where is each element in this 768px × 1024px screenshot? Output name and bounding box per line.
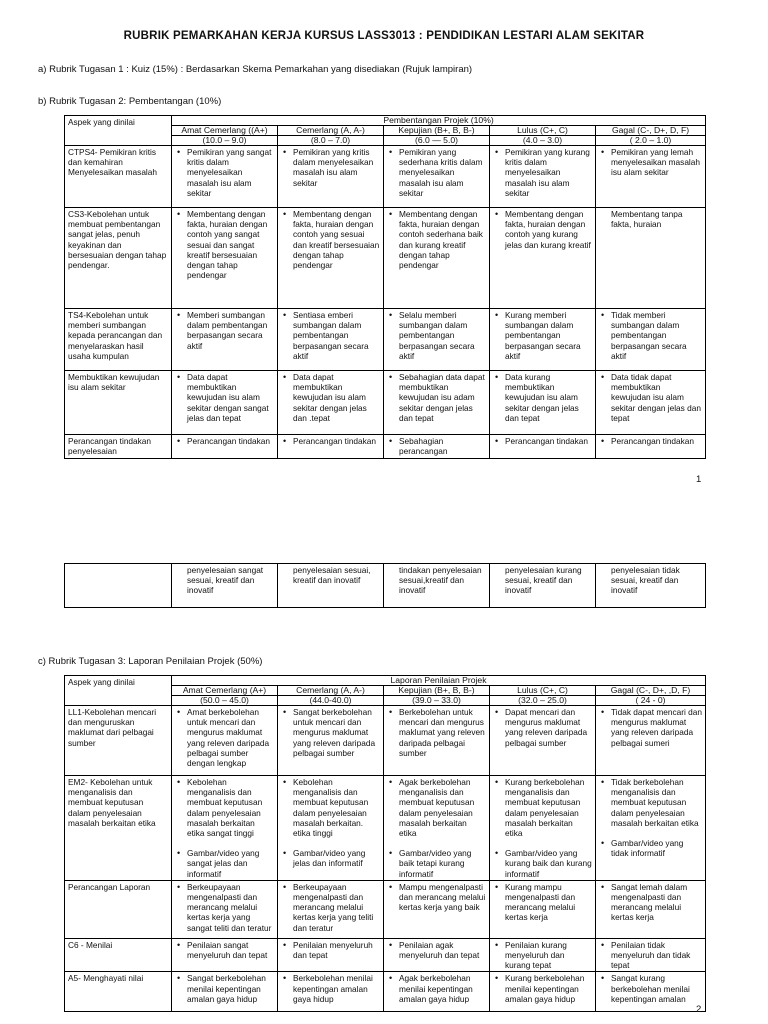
aspek-cell-continued <box>65 564 172 608</box>
criteria-cell <box>384 776 490 881</box>
aspek-cell: Perancangan tindakan penyelesaian <box>65 435 172 459</box>
criteria-cell <box>490 371 596 435</box>
criteria-cell <box>384 880 490 938</box>
criteria-cell <box>384 938 490 972</box>
criteria-cell <box>384 208 490 309</box>
criteria-cell <box>278 146 384 208</box>
criteria-item: • Perancangan tindakan <box>505 436 592 446</box>
criteria-cell <box>596 880 706 938</box>
criteria-list <box>599 209 702 229</box>
criteria-cell <box>172 880 278 938</box>
criteria-cell-continued <box>596 564 706 608</box>
laporan-grade-name: Gagal (C-, D+, ,D, F) <box>596 686 706 696</box>
criteria-cell <box>172 706 278 776</box>
section-a <box>38 64 472 75</box>
laporan-grade-range: (39.0 – 33.0) <box>384 696 490 706</box>
criteria-item: • Penilaian agak menyeluruh dan tepat <box>399 940 486 960</box>
pembentangan-grade-name: Gagal (C-, D+, D, F) <box>596 126 706 136</box>
criteria-cell-continued <box>172 564 278 608</box>
criteria-list <box>387 848 486 879</box>
criteria-cell <box>172 309 278 371</box>
criteria-item: • Selalu memberi sumbangan dalam pembentangan berpasangan secara aktif <box>399 310 486 361</box>
criteria-cell <box>384 435 490 459</box>
criteria-cell <box>278 208 384 309</box>
criteria-item: • Sentiasa emberi sumbangan dalam pembentangan berpasangan secara aktif <box>293 310 380 361</box>
criteria-cell <box>490 146 596 208</box>
laporan-grade-range: ( 24 - 0) <box>596 696 706 706</box>
criteria-item: • Amat berkebolehan untuk mencari dan mengurus maklumat yang releven daripada pelbagai sumber dengan lengkap <box>187 707 274 768</box>
criteria-cell <box>278 938 384 972</box>
criteria-list <box>281 848 380 868</box>
criteria-cell <box>278 776 384 881</box>
criteria-item: • Berkeupayaan mengenalpasti dan merancang melalui kertas kerja yang sangat teliti dan teratur <box>187 882 274 933</box>
rubric-table-pembentangan-continued <box>64 563 706 608</box>
criteria-item: • Kurang memberi sumbangan dalam pembentangan berpasangan secara aktif <box>505 310 592 361</box>
criteria-list <box>599 565 702 596</box>
criteria-item: • Dapat mencari dan mengurus maklumat yang releven daripada pelbagai sumber <box>505 707 592 748</box>
criteria-list <box>493 848 592 879</box>
criteria-list <box>387 940 486 960</box>
criteria-list <box>599 310 702 361</box>
laporan-grade-range: (44.0-40.0) <box>278 696 384 706</box>
criteria-item: • Gambar/video yang baik tetapi kurang informatif <box>399 848 486 879</box>
criteria-item: • Data dapat membuktikan kewujudan isu alam sekitar dengan sangat jelas dan tepat <box>187 372 274 423</box>
aspek-cell: Perancangan Laporan <box>65 880 172 938</box>
criteria-item: • Sebahagian data dapat membuktikan kewujudan isu adam sekitar dengan jelas dan tepat <box>399 372 486 423</box>
criteria-cell <box>172 208 278 309</box>
criteria-item: • Berkeupayaan mengenalpasti dan merancang melalui kertas kerja yang teliti dan teratur <box>293 882 380 933</box>
criteria-list <box>493 147 592 198</box>
criteria-list <box>281 147 380 188</box>
criteria-item: • Membentang dengan fakta, huraian dengan contoh yang sangat sesuai dan sangat kreatif bersesuaian dengan tahap pendengar <box>187 209 274 280</box>
criteria-cell <box>384 706 490 776</box>
criteria-cell <box>490 972 596 1012</box>
criteria-list <box>281 973 380 1004</box>
laporan-grade-range: (32.0 – 25.0) <box>490 696 596 706</box>
criteria-cell <box>490 938 596 972</box>
criteria-cell-continued <box>384 564 490 608</box>
criteria-list <box>599 147 702 178</box>
section-b-label: b) Rubrik Tugasan 2: Pembentangan (10%) <box>38 96 222 107</box>
criteria-item: • Tidak dapat mencari dan mengurus maklumat yang releven daripada pelbagai sumeri <box>611 707 702 748</box>
criteria-item: • Pemikiran yang kritis dalam menyelesaikan masalah isu alam sekitar <box>293 147 380 188</box>
criteria-cell <box>490 706 596 776</box>
laporan-aspek-header: Aspek yang dinilai <box>65 676 172 706</box>
criteria-list <box>387 777 486 838</box>
criteria-cell <box>384 309 490 371</box>
criteria-list <box>175 209 274 280</box>
criteria-cell <box>596 146 706 208</box>
criteria-item: • Gambar/video yang jelas dan informatif <box>293 848 380 868</box>
criteria-item: • Mampu mengenalpasti dan merancang melalui kertas kerja yang baik <box>399 882 486 913</box>
criteria-item: • Sangat berkebolehan menilai kepentingan amalan gaya hidup <box>187 973 274 1004</box>
criteria-item: • Pemikiran yang sangat kritis dalam menyelesaikan masalah isu alam sekitar <box>187 147 274 198</box>
criteria-item: • Data tidak dapat membuktikan kewujudan isu alam sekitar dengan jelas dan tepat <box>611 372 702 423</box>
laporan-grade-range: (50.0 – 45.0) <box>172 696 278 706</box>
criteria-item: • Kurang berkebolehan menilai kepentingan amalan gaya hidup <box>505 973 592 1004</box>
criteria-cell <box>172 972 278 1012</box>
laporan-grade-name: Amat Cemerlang (A+) <box>172 686 278 696</box>
criteria-item: penyelesaian sangat sesuai, kreatif dan inovatif <box>187 565 264 596</box>
criteria-cell <box>490 309 596 371</box>
criteria-list <box>493 777 592 838</box>
criteria-item: • Tidak berkebolehan menganalisis dan membuat keputusan dalam penyelesaian masalah berkaitan etika <box>611 777 702 828</box>
criteria-list <box>175 147 274 198</box>
criteria-item: • Kebolehan menganalisis dan membuat keputusan dalam penyelesaian masalah berkaitan. etika tinggi <box>293 777 380 838</box>
criteria-list <box>599 777 702 828</box>
criteria-item: • Sebahagian perancangan <box>399 436 486 456</box>
rubric-row <box>65 208 706 309</box>
criteria-list <box>493 973 592 1004</box>
rubric-row <box>65 146 706 208</box>
criteria-list <box>281 310 380 361</box>
criteria-item: • Data dapat membuktikan kewujudan isu alam sekitar dengan jelas dan .tepat <box>293 372 380 423</box>
criteria-cell <box>384 972 490 1012</box>
criteria-item: penyelesaian kurang sesuai, kreatif dan inovatif <box>505 565 582 596</box>
criteria-cell <box>278 309 384 371</box>
criteria-item: • Gambar/video yang tidak informatif <box>611 838 702 858</box>
criteria-list <box>493 565 592 596</box>
laporan-grade-name: Lulus (C+, C) <box>490 686 596 696</box>
criteria-cell <box>596 706 706 776</box>
criteria-list <box>175 940 274 960</box>
aspek-cell: LL1-Kebolehan mencari dan menguruskan maklumat dari pelbagai sumber <box>65 706 172 776</box>
criteria-item: tindakan penyelesaian sesuai,kreatif dan inovatif <box>399 565 482 596</box>
criteria-list <box>493 882 592 923</box>
criteria-cell <box>596 938 706 972</box>
criteria-cell <box>278 435 384 459</box>
criteria-list <box>599 707 702 748</box>
laporan-grade-name: Cemerlang (A, A-) <box>278 686 384 696</box>
criteria-item: • Membentang dengan fakta, huraian dengan contoh yang kurang jelas dan kurang kreatif <box>505 209 592 250</box>
criteria-cell <box>596 208 706 309</box>
criteria-item: • Data kurang membuktikan kewujudan isu alam sekitar dengan jelas dan tepat <box>505 372 592 423</box>
criteria-list <box>387 372 486 423</box>
criteria-cell <box>172 776 278 881</box>
page-number-1: 1 <box>696 474 702 485</box>
criteria-list <box>175 436 274 446</box>
criteria-list <box>281 372 380 423</box>
rubric-row <box>65 972 706 1012</box>
criteria-item: • Perancangan tindakan <box>293 436 380 446</box>
criteria-cell <box>596 776 706 881</box>
pembentangan-grade-name: Amat Cemerlang ((A+) <box>172 126 278 136</box>
criteria-item: • Sangat lemah dalam mengenalpasti dan merancang melalui kertas kerja <box>611 882 702 923</box>
criteria-cell <box>278 880 384 938</box>
aspek-cell: CS3-Kebolehan untuk membuat pembentangan sangat jelas, penuh keyakinan dan bersesuaian dengan tahap pendengar. <box>65 208 172 309</box>
criteria-cell <box>172 371 278 435</box>
aspek-cell: A5- Menghayati nilai <box>65 972 172 1012</box>
rubric-table-pembentangan <box>64 115 706 459</box>
criteria-list <box>387 310 486 361</box>
rubric-row <box>65 880 706 938</box>
criteria-item: • Membentang dengan fakta, huraian dengan contoh sederhana baik dan kurang kreatif dengan tahap pendengar <box>399 209 486 270</box>
criteria-list <box>599 973 702 1004</box>
criteria-item: penyelesaian sesuai, kreatif dan inovatif <box>293 565 371 586</box>
criteria-cell <box>596 371 706 435</box>
criteria-item: • Agak berkebolehan menilai kepentingan amalan gaya hidup <box>399 973 486 1004</box>
page-number-2: 2 <box>696 1004 702 1015</box>
section-a-label: a) Rubrik Tugasan 1 : Kuiz (15%) : <box>38 64 186 75</box>
criteria-list <box>387 882 486 913</box>
criteria-cell <box>384 146 490 208</box>
pembentangan-group-header: Pembentangan Projek (10%) <box>172 116 706 126</box>
criteria-item: • Penilaian tidak menyeluruh dan tidak tepat <box>611 940 702 971</box>
pembentangan-grade-range: ( 2.0 – 1.0) <box>596 136 706 146</box>
criteria-list <box>175 707 274 768</box>
criteria-list <box>281 209 380 270</box>
criteria-item: • Sangat kurang berkebolehan menilai kepentingan amalan <box>611 973 702 1004</box>
criteria-list <box>493 436 592 446</box>
criteria-cell <box>596 309 706 371</box>
pembentangan-grade-range: (10.0 – 9.0) <box>172 136 278 146</box>
criteria-list <box>387 707 486 758</box>
criteria-list <box>387 209 486 270</box>
section-a-text: Berdasarkan Skema Pemarkahan yang disediakan (Rujuk lampiran) <box>185 64 473 75</box>
criteria-cell-continued <box>278 564 384 608</box>
criteria-list <box>175 882 274 933</box>
criteria-cell <box>172 146 278 208</box>
pembentangan-grade-range: (4.0 – 3.0) <box>490 136 596 146</box>
pembentangan-grade-name: Lulus (C+, C) <box>490 126 596 136</box>
criteria-list <box>281 436 380 446</box>
criteria-cell-continued <box>490 564 596 608</box>
criteria-item: • Penilaian sangat menyeluruh dan tepat <box>187 940 274 960</box>
criteria-cell <box>278 972 384 1012</box>
criteria-item: • Gambar/video yang kurang baik dan kurang informatif <box>505 848 592 879</box>
criteria-list <box>175 565 274 596</box>
criteria-list <box>387 147 486 198</box>
criteria-list <box>599 436 702 446</box>
criteria-cell <box>596 972 706 1012</box>
pembentangan-grade-range: (8.0 – 7.0) <box>278 136 384 146</box>
criteria-cell <box>278 371 384 435</box>
criteria-cell <box>384 371 490 435</box>
criteria-list <box>175 973 274 1004</box>
criteria-cell <box>490 435 596 459</box>
criteria-cell <box>490 776 596 881</box>
criteria-list <box>387 436 486 456</box>
pembentangan-grade-name: Kepujian (B+, B, B-) <box>384 126 490 136</box>
laporan-group-header: Laporan Penilaian Projek <box>172 676 706 686</box>
criteria-item: penyelesaian tidak sesuai, kreatif dan inovatif <box>611 565 680 596</box>
criteria-cell <box>596 435 706 459</box>
criteria-cell <box>172 435 278 459</box>
criteria-item: • Penilaian kurang menyeluruh dan kurang tepat <box>505 940 592 971</box>
criteria-item: • Perancangan tindakan <box>187 436 274 446</box>
aspek-cell: EM2- Kebolehan untuk menganalisis dan membuat keputusan dalam penyelesaian masalah berkaitan etika <box>65 776 172 881</box>
criteria-list <box>175 848 274 879</box>
criteria-list <box>281 565 380 585</box>
criteria-list <box>175 372 274 423</box>
criteria-item: • Kurang mampu mengenalpasti dan merancang melalui kertas kerja <box>505 882 592 923</box>
criteria-item: • Tidak memberi sumbangan dalam pembentangan berpasangan secara aktif <box>611 310 702 361</box>
section-c-label: c) Rubrik Tugasan 3: Laporan Penilaian Projek (50%) <box>38 656 263 667</box>
criteria-list <box>493 209 592 250</box>
criteria-list <box>387 565 486 596</box>
pembentangan-grade-range: (6.0 — 5.0) <box>384 136 490 146</box>
criteria-item: • Kebolehan menganalisis dan membuat keputusan dalam penyelesaian masalah berkaitan etika sangat tinggi <box>187 777 274 838</box>
rubric-row <box>65 309 706 371</box>
criteria-cell <box>490 880 596 938</box>
aspek-cell: Membuktikan kewujudan isu alam sekitar <box>65 371 172 435</box>
criteria-item: • Kurang berkebolehan menganalisis dan membuat keputusan dalam penyelesaian masalah berkaitan etika <box>505 777 592 838</box>
laporan-grade-name: Kepujian (B+, B, B-) <box>384 686 490 696</box>
criteria-cell <box>490 208 596 309</box>
criteria-list <box>599 882 702 923</box>
rubric-row-continued <box>65 564 706 608</box>
criteria-list <box>599 940 702 971</box>
criteria-item: • Agak berkebolehan menganalisis dan membuat keputusan dalam penyelesaian masalah berkaitan etika <box>399 777 486 838</box>
criteria-list <box>599 838 702 858</box>
criteria-list <box>281 777 380 838</box>
criteria-cell <box>278 706 384 776</box>
pembentangan-grade-name: Cemerlang (A, A-) <box>278 126 384 136</box>
rubric-row <box>65 435 706 459</box>
criteria-item: • Pemikiran yang lemah menyelesaikan masalah isu alam sekitar <box>611 147 702 178</box>
criteria-item: • Berkebolehan untuk mencari dan mengurus maklumat yang releven daripada pelbagai sumber <box>399 707 486 758</box>
criteria-item: • Pemikiran yang sederhana kritis dalam menyelesaikan masalah isu alam sekitar <box>399 147 486 198</box>
rubric-row <box>65 371 706 435</box>
rubric-table-laporan <box>64 675 706 1012</box>
criteria-list <box>281 707 380 758</box>
criteria-item: • Berkebolehan menilai kepentingan amalan gaya hidup <box>293 973 380 1004</box>
document-title: RUBRIK PEMARKAHAN KERJA KURSUS LASS3013 : PENDIDIKAN LESTARI ALAM SEKITAR <box>123 30 645 42</box>
criteria-cell <box>172 938 278 972</box>
criteria-item: • Memberi sumbangan dalam pembentangan berpasangan secara aktif <box>187 310 274 351</box>
criteria-item: Membentang tanpa fakta, huraian <box>611 209 683 230</box>
criteria-item: • Perancangan tindakan <box>611 436 702 446</box>
criteria-list <box>493 310 592 361</box>
criteria-item: • Sangat berkebolehan untuk mencari dan mengurus maklumat yang releven daripada pelbagai sumber <box>293 707 380 758</box>
pembentangan-aspek-header: Aspek yang dinilai <box>65 116 172 146</box>
aspek-cell: TS4-Kebolehan untuk memberi sumbangan kepada perancangan dan menyelaraskan hasil usaha kumpulan <box>65 309 172 371</box>
criteria-list <box>175 777 274 838</box>
rubric-row <box>65 938 706 972</box>
criteria-list <box>387 973 486 1004</box>
criteria-item: • Gambar/video yang sangat jelas dan informatif <box>187 848 274 879</box>
criteria-list <box>493 372 592 423</box>
criteria-list <box>175 310 274 351</box>
criteria-list <box>493 707 592 748</box>
aspek-cell: C6 - Menilai <box>65 938 172 972</box>
criteria-item: • Penilaian menyeluruh dan tepat <box>293 940 380 960</box>
aspek-cell: CTPS4- Pemikiran kritis dan kemahiran Menyelesaikan masalah <box>65 146 172 208</box>
criteria-item: • Membentang dengan fakta, huraian dengan contoh yang sesuai dan kreatif bersesuaian dengan tahap pendengar <box>293 209 380 270</box>
criteria-list <box>493 940 592 971</box>
criteria-list <box>281 940 380 960</box>
criteria-item: • Pemikiran yang kurang kritis dalam menyelesaikan masalah isu alam sekitar <box>505 147 592 198</box>
criteria-list <box>599 372 702 423</box>
rubric-row <box>65 776 706 881</box>
criteria-list <box>281 882 380 933</box>
rubric-row <box>65 706 706 776</box>
